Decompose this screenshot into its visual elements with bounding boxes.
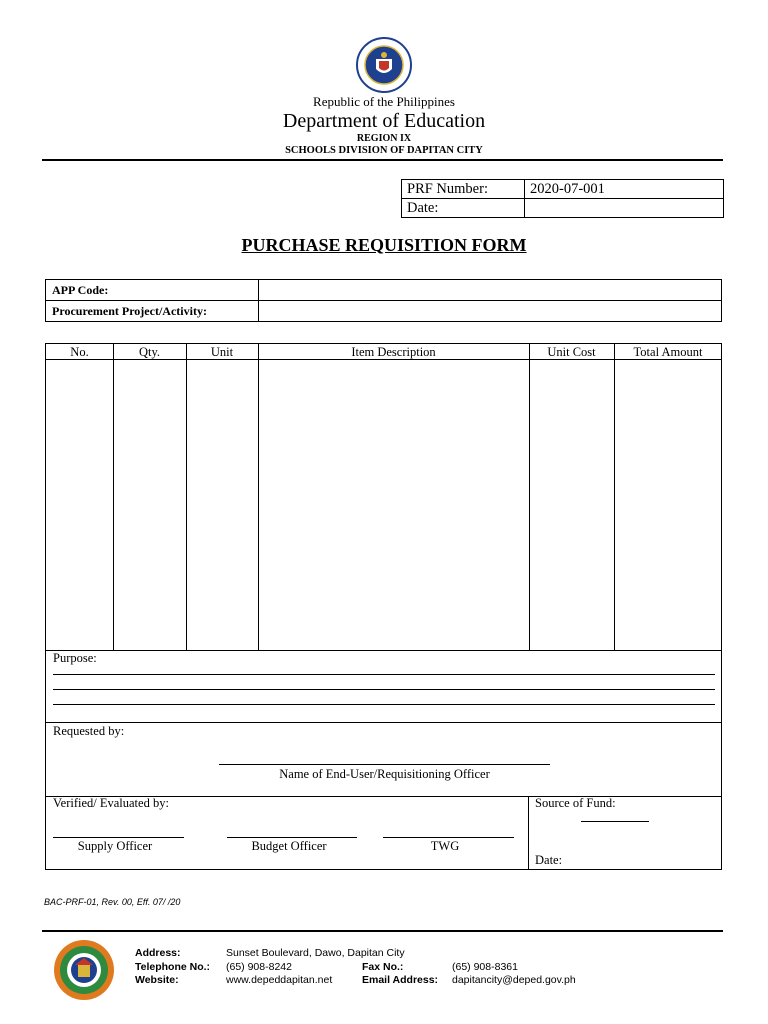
requested-signature-line[interactable] bbox=[219, 764, 550, 765]
form-title: PURCHASE REQUISITION FORM bbox=[241, 235, 527, 255]
supply-signature-line[interactable] bbox=[53, 837, 184, 838]
division-title: SCHOOLS DIVISION OF DAPITAN CITY bbox=[285, 145, 483, 156]
col-header-total: Total Amount bbox=[633, 345, 703, 359]
budget-signature-line[interactable] bbox=[227, 837, 357, 838]
supply-officer-label: Supply Officer bbox=[77, 839, 153, 853]
col-header-description: Item Description bbox=[351, 345, 436, 359]
purpose-label: Purpose: bbox=[53, 651, 97, 665]
col-header-unit-cost: Unit Cost bbox=[547, 345, 596, 359]
budget-officer-label: Budget Officer bbox=[251, 839, 327, 853]
purpose-line[interactable] bbox=[53, 689, 715, 690]
division-seal-logo bbox=[48, 939, 120, 1001]
form-code: BAC-PRF-01, Rev. 00, Eff. 07/ /20 bbox=[44, 897, 181, 907]
verified-label: Verified/ Evaluated by: bbox=[53, 796, 169, 810]
purpose-line[interactable] bbox=[53, 674, 715, 675]
prf-number-label: PRF Number: bbox=[402, 180, 525, 199]
fax-value: (65) 908-8361 bbox=[452, 961, 518, 973]
col-header-no: No. bbox=[70, 345, 89, 359]
fund-date-label: Date: bbox=[535, 853, 563, 867]
requested-top-border bbox=[46, 722, 721, 723]
telephone-label: Telephone No.: bbox=[135, 961, 211, 973]
department-title: Department of Education bbox=[282, 110, 486, 132]
app-info-table bbox=[45, 279, 722, 322]
footer-divider bbox=[42, 930, 723, 932]
purpose-line[interactable] bbox=[53, 704, 715, 705]
requested-by-label: Requested by: bbox=[53, 724, 125, 738]
prf-info-table bbox=[401, 179, 724, 218]
twg-label: TWG bbox=[430, 839, 460, 853]
website-link[interactable]: www.depeddapitan.net bbox=[226, 974, 333, 986]
item-entry-area[interactable] bbox=[46, 360, 721, 650]
deped-seal-logo bbox=[349, 37, 419, 93]
project-value[interactable] bbox=[259, 301, 722, 322]
fax-label: Fax No.: bbox=[362, 961, 404, 973]
header-divider bbox=[42, 159, 723, 161]
prf-number-value[interactable]: 2020-07-001 bbox=[525, 180, 724, 199]
twg-signature-line[interactable] bbox=[383, 837, 514, 838]
purpose-top-border bbox=[46, 650, 721, 651]
source-of-fund-label: Source of Fund: bbox=[535, 796, 616, 810]
app-code-value[interactable] bbox=[259, 280, 722, 301]
email-label: Email Address: bbox=[362, 974, 439, 986]
address-value: Sunset Boulevard, Dawo, Dapitan City bbox=[226, 947, 405, 959]
region-title: REGION IX bbox=[356, 133, 412, 144]
prf-date-label: Date: bbox=[402, 199, 525, 218]
email-link[interactable]: dapitancity@deped.gov.ph bbox=[452, 974, 576, 986]
telephone-value: (65) 908-8242 bbox=[226, 961, 292, 973]
col-header-qty: Qty. bbox=[138, 345, 161, 359]
republic-title: Republic of the Philippines bbox=[313, 94, 455, 109]
source-of-fund-line[interactable] bbox=[581, 821, 649, 822]
website-label: Website: bbox=[135, 974, 179, 986]
requested-signatory-label: Name of End-User/Requisitioning Officer bbox=[279, 767, 490, 781]
project-label: Procurement Project/Activity: bbox=[46, 301, 259, 322]
fund-divider bbox=[528, 796, 529, 870]
col-header-unit: Unit bbox=[210, 345, 234, 359]
address-label: Address: bbox=[135, 947, 181, 959]
prf-date-value[interactable] bbox=[525, 199, 724, 218]
items-form-box bbox=[45, 343, 722, 870]
app-code-label: APP Code: bbox=[46, 280, 259, 301]
